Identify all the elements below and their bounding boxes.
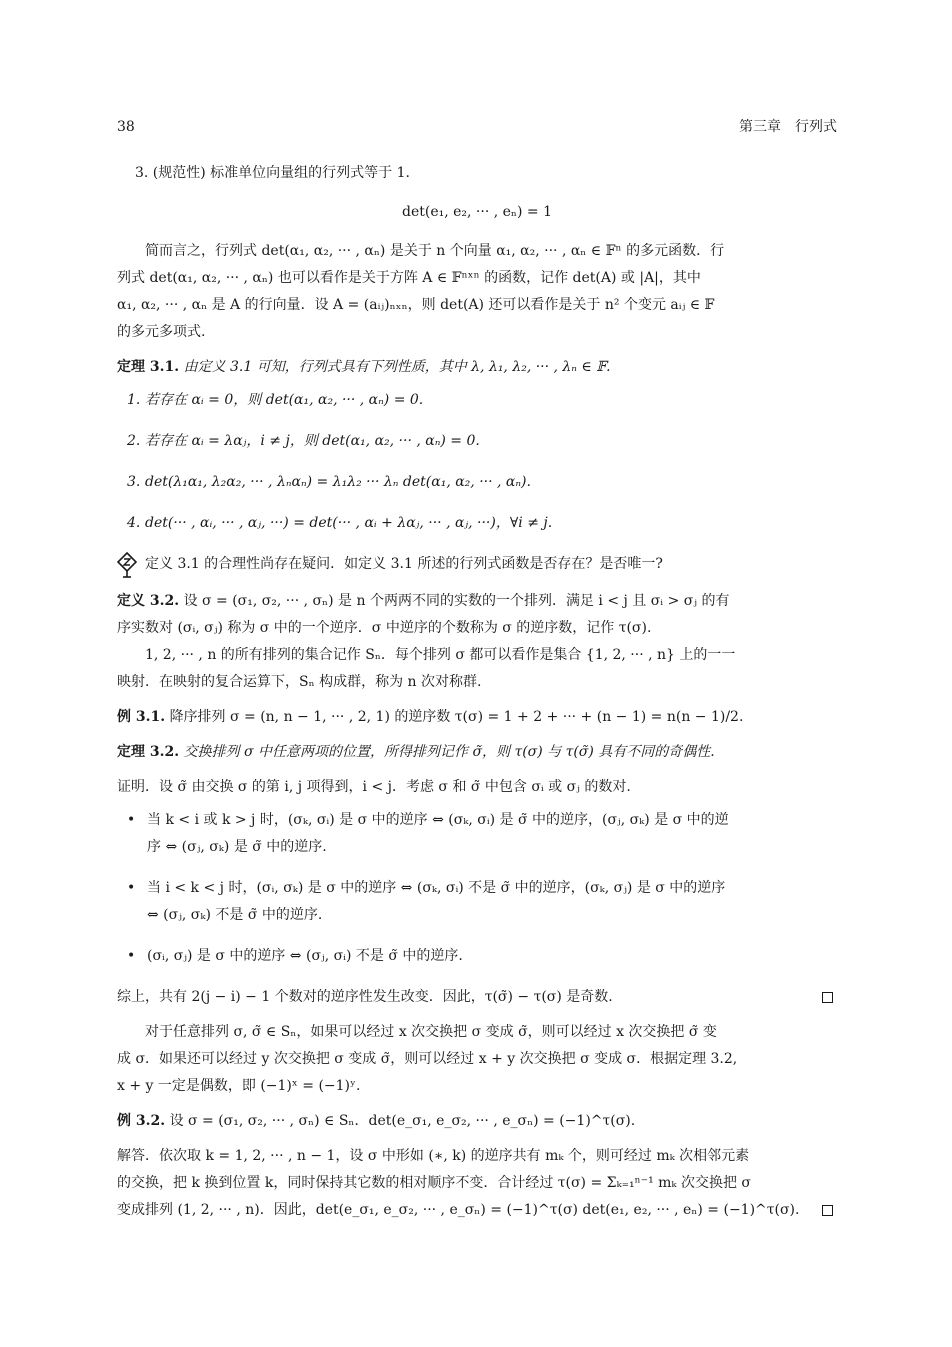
note-block [117, 551, 837, 578]
theorem-3-2: 定理 3.2. 交换排列 σ 中任意两项的位置，所得排列记作 σ̃，则 τ(σ) 与 τ(σ̃) 具有不同的奇偶性. [117, 744, 715, 760]
chapter-title: 第三章 行列式 [739, 118, 837, 135]
definition-label: 定义 3.2. [117, 593, 180, 609]
proof-intro: 证明．设 σ̃ 由交换 σ 的第 i, j 项得到，i < j．考虑 σ 和 σ̃ 中包含 σᵢ 或 σⱼ 的数对. [117, 779, 631, 795]
summary-line: 列式 det(α₁, α₂, ··· , αₙ) 也可以看作是关于方阵 A ∈ 𝔽ⁿˣⁿ 的函数，记作 det(A) 或 |A|，其中 [117, 270, 701, 286]
normality-property: 3. (规范性) 标准单位向量组的行列式等于 1. [135, 165, 410, 181]
proof-bullet: • 当 k < i 或 k > j 时，(σₖ, σᵢ) 是 σ 中的逆序 ⇔ (σₖ, σᵢ) 是 σ̃ 中的逆序，(σⱼ, σₖ) 是 σ 中的逆 序 ⇔ (σⱼ, σₖ) 是 σ̃ 中的逆序. [127, 812, 729, 855]
example-3-1: 例 3.1. 降序排列 σ = (n, n − 1, ··· , 2, 1) 的逆序数 τ(σ) = 1 + 2 + ··· + (n − 1) = n(n − 1)/2. [117, 709, 744, 725]
definition-line: 1, 2, ··· , n 的所有排列的集合记作 Sₙ．每个排列 σ 都可以看作是集合 {1, 2, ··· , n} 上的一一 [145, 647, 736, 663]
definition-line: 映射．在映射的复合运算下，Sₙ 构成群，称为 n 次对称群. [117, 674, 482, 690]
theorem-text: 由定义 3.1 可知，行列式具有下列性质，其中 λ, λ₁, λ₂, ··· , λₙ ∈ 𝔽. [183, 359, 611, 375]
warning-sign-icon [117, 552, 137, 578]
example-label: 例 3.2. [117, 1113, 166, 1129]
page-header [117, 112, 837, 142]
definition-line: 序实数对 (σᵢ, σⱼ) 称为 σ 中的一个逆序．σ 中逆序的个数称为 σ 的逆序数，记作 τ(σ). [117, 620, 652, 636]
page-content [117, 112, 837, 1224]
proof-bullet: • (σᵢ, σⱼ) 是 σ 中的逆序 ⇔ (σⱼ, σᵢ) 不是 σ̃ 中的逆序. [127, 948, 463, 964]
normality-formula: det(e₁, e₂, ··· , eₙ) = 1 [402, 204, 552, 220]
summary-line: 简而言之，行列式 det(α₁, α₂, ··· , αₙ) 是关于 n 个向量 α₁, α₂, ··· , αₙ ∈ 𝔽ⁿ 的多元函数．行 [145, 243, 725, 259]
qed-symbol [822, 992, 833, 1003]
solution-block: 解答．依次取 k = 1, 2, ··· , n − 1，设 σ 中形如 (∗, k) 的逆序共有 mₖ 个，则可经过 mₖ 次相邻元素 的交换，把 k 换到位置 k，同时保持其它数的相对顺序不变．合计经过 τ(σ) = Σₖ₌₁ⁿ⁻¹ mₖ 次交换把 σ 变成排列 (1, 2, ··· , n)．因此，det(e_σ₁, e_σ₂, ··· , e_σₙ) = (−1)^τ(σ) det(e₁, e₂, ··· , eₙ) = (−1)^τ(σ). [117, 1143, 837, 1224]
example-3-2: 例 3.2. 设 σ = (σ₁, σ₂, ··· , σₙ) ∈ Sₙ．det(e_σ₁, e_σ₂, ··· , e_σₙ) = (−1)^τ(σ). [117, 1113, 636, 1129]
qed-symbol [822, 1205, 833, 1216]
remark-paragraph: 对于任意排列 σ, σ̃ ∈ Sₙ，如果可以经过 x 次交换把 σ 变成 σ̃，则可以经过 x 次交换把 σ̃ 变 成 σ．如果还可以经过 y 次交换把 σ 变成 σ̃，则可以经过 x + y 次交换把 σ 变成 σ．根据定理 3.2, x + y 一定是偶数，即 (−1)ˣ = (−1)ʸ. [117, 1024, 738, 1094]
proof-block [117, 774, 837, 1011]
summary-line: α₁, α₂, ··· , αₙ 是 A 的行向量．设 A = (aᵢⱼ)ₙₓₙ，则 det(A) 还可以看作是关于 n² 个变元 aᵢⱼ ∈ 𝔽 [117, 297, 715, 313]
theorem-label: 定理 3.1. [117, 359, 180, 375]
theorem-item: 2. 若存在 αᵢ = λαⱼ，i ≠ j，则 det(α₁, α₂, ··· , αₙ) = 0. [127, 433, 480, 449]
proof-bullet: • 当 i < k < j 时，(σᵢ, σₖ) 是 σ 中的逆序 ⇔ (σₖ, σᵢ) 不是 σ̃ 中的逆序，(σₖ, σⱼ) 是 σ 中的逆序 ⇔ (σⱼ, σₖ) 不是 σ̃ 中的逆序. [127, 880, 726, 923]
theorem-item: 4. det(··· , αᵢ, ··· , αⱼ, ···) = det(··· , αᵢ + λαⱼ, ··· , αⱼ, ···)，∀i ≠ j. [127, 515, 553, 531]
theorem-item: 1. 若存在 αᵢ = 0，则 det(α₁, α₂, ··· , αₙ) = 0. [127, 392, 424, 408]
definition-3-2: 定义 3.2. 设 σ = (σ₁, σ₂, ··· , σₙ) 是 n 个两两不同的实数的一个排列．满足 i < j 且 σᵢ > σⱼ 的有 序实数对 (σᵢ, σⱼ) 称为 σ 中的一个逆序．σ 中逆序的个数称为 σ 的逆序数，记作 τ(σ). 1, 2, ··· , n 的所有排列的集合记作 Sₙ．每个排列 σ 都可以看作是集合 {1, 2, ··· , n} 上的一一 映射．在映射的复合运算下，Sₙ 构成群，称为 n 次对称群. [117, 588, 837, 696]
note-text: 定义 3.1 的合理性尚存在疑问．如定义 3.1 所述的行列式函数是否存在？是否唯一? [145, 556, 663, 572]
theorem-3-1 [117, 354, 837, 537]
theorem-item: 3. det(λ₁α₁, λ₂α₂, ··· , λₙαₙ) = λ₁λ₂ ··· λₙ det(α₁, α₂, ··· , αₙ). [127, 474, 531, 490]
example-label: 例 3.1. [117, 709, 166, 725]
summary-line: 的多元多项式. [117, 324, 206, 340]
theorem-label: 定理 3.2. [117, 744, 180, 760]
page-number: 38 [117, 118, 135, 135]
proof-conclusion: 综上，共有 2(j − i) − 1 个数对的逆序性发生改变．因此，τ(σ̃) − τ(σ) 是奇数. [117, 989, 613, 1005]
summary-paragraph [117, 238, 837, 346]
